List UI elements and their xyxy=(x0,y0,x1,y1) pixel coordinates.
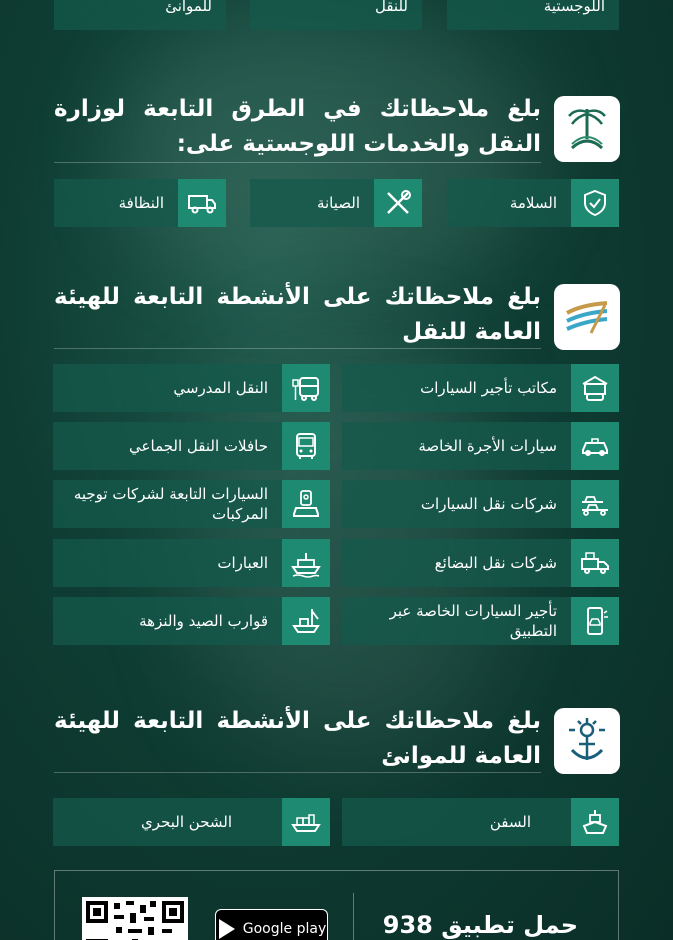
tools-icon xyxy=(374,179,422,227)
section-title: بلغ ملاحظاتك على الأنشطة التابعة للهيئة العامة للنقل xyxy=(54,284,541,345)
top-tile-logistics[interactable] xyxy=(447,0,619,30)
ferry-icon xyxy=(282,539,330,587)
tile-rental-offices[interactable] xyxy=(342,364,619,412)
divider xyxy=(54,162,541,163)
tile-safety[interactable] xyxy=(447,179,619,227)
store-label: Google play xyxy=(242,921,327,937)
qr-code[interactable] xyxy=(82,897,188,940)
tile-school-transport[interactable] xyxy=(53,364,330,412)
phone-app-icon xyxy=(571,597,619,645)
tile-car-carriers[interactable] xyxy=(342,480,619,528)
tile-private-taxis[interactable] xyxy=(342,422,619,470)
tile-label: سيارات الأجرة الخاصة xyxy=(418,436,557,455)
google-play-button[interactable] xyxy=(215,909,328,940)
play-store-icon xyxy=(217,918,237,940)
tile-label: السيارات التابعة لشركات توجيه المركبات xyxy=(73,484,268,523)
cargo-truck-icon xyxy=(571,539,619,587)
section-title: بلغ ملاحظاتك في الطرق التابعة لوزارة النقل والخدمات اللوجستية على: xyxy=(54,96,541,157)
tile-maritime-shipping[interactable] xyxy=(53,798,330,846)
car-dispatch-icon xyxy=(282,480,330,528)
tile-ships[interactable] xyxy=(342,798,619,846)
tile-fishing-boats[interactable] xyxy=(53,597,330,645)
truck-icon xyxy=(178,179,226,227)
transport-authority-icon xyxy=(561,299,613,335)
tile-label: للنقل xyxy=(374,0,408,15)
tile-vehicle-dispatch[interactable] xyxy=(53,480,330,528)
shield-check-icon xyxy=(571,179,619,227)
tile-label: الصيانة xyxy=(316,193,360,212)
section-title: بلغ ملاحظاتك على الأنشطة التابعة للهيئة العامة للموانئ xyxy=(54,708,541,769)
anchor-icon xyxy=(564,716,610,766)
tile-label: قوارب الصيد والنزهة xyxy=(139,611,268,630)
divider xyxy=(353,893,354,940)
car-carrier-icon xyxy=(571,480,619,528)
divider xyxy=(54,348,541,349)
tile-label: النظافة xyxy=(118,193,164,212)
ship-icon xyxy=(571,798,619,846)
tga-logo xyxy=(554,284,620,350)
tile-maintenance[interactable] xyxy=(250,179,422,227)
qr-code-icon xyxy=(86,901,184,940)
boat-icon xyxy=(282,597,330,645)
divider xyxy=(54,772,541,773)
tile-label: شركات نقل البضائع xyxy=(434,553,557,572)
cargo-ship-icon xyxy=(282,798,330,846)
tile-label: السفن xyxy=(489,812,531,831)
top-tile-transport[interactable] xyxy=(250,0,422,30)
tile-label: السلامة xyxy=(509,193,557,212)
tile-public-buses[interactable] xyxy=(53,422,330,470)
tile-label: النقل المدرسي xyxy=(173,378,268,397)
top-tile-ports[interactable] xyxy=(54,0,226,30)
school-bus-icon xyxy=(282,364,330,412)
tile-label: للموانئ xyxy=(165,0,212,15)
tile-freight-companies[interactable] xyxy=(342,539,619,587)
tile-ferries[interactable] xyxy=(53,539,330,587)
ministry-logo xyxy=(554,96,620,162)
download-app-text: حمل تطبيق 938 xyxy=(382,911,578,939)
rental-office-icon xyxy=(571,364,619,412)
tile-app-rental[interactable] xyxy=(342,597,619,645)
tile-label: مكاتب تأجير السيارات xyxy=(420,378,557,397)
tile-label: تأجير السيارات الخاصة عبر التطبيق xyxy=(389,601,557,640)
download-panel xyxy=(54,870,619,940)
palm-swords-icon xyxy=(564,104,610,154)
tile-label: شركات نقل السيارات xyxy=(420,494,557,513)
tile-cleanliness[interactable] xyxy=(54,179,226,227)
tile-label: الشحن البحري xyxy=(141,812,232,831)
tile-label: حافلات النقل الجماعي xyxy=(129,436,268,455)
tile-label: اللوجستية xyxy=(543,0,605,15)
tile-label: العبارات xyxy=(217,553,268,572)
taxi-icon xyxy=(571,422,619,470)
bus-icon xyxy=(282,422,330,470)
ports-logo xyxy=(554,708,620,774)
